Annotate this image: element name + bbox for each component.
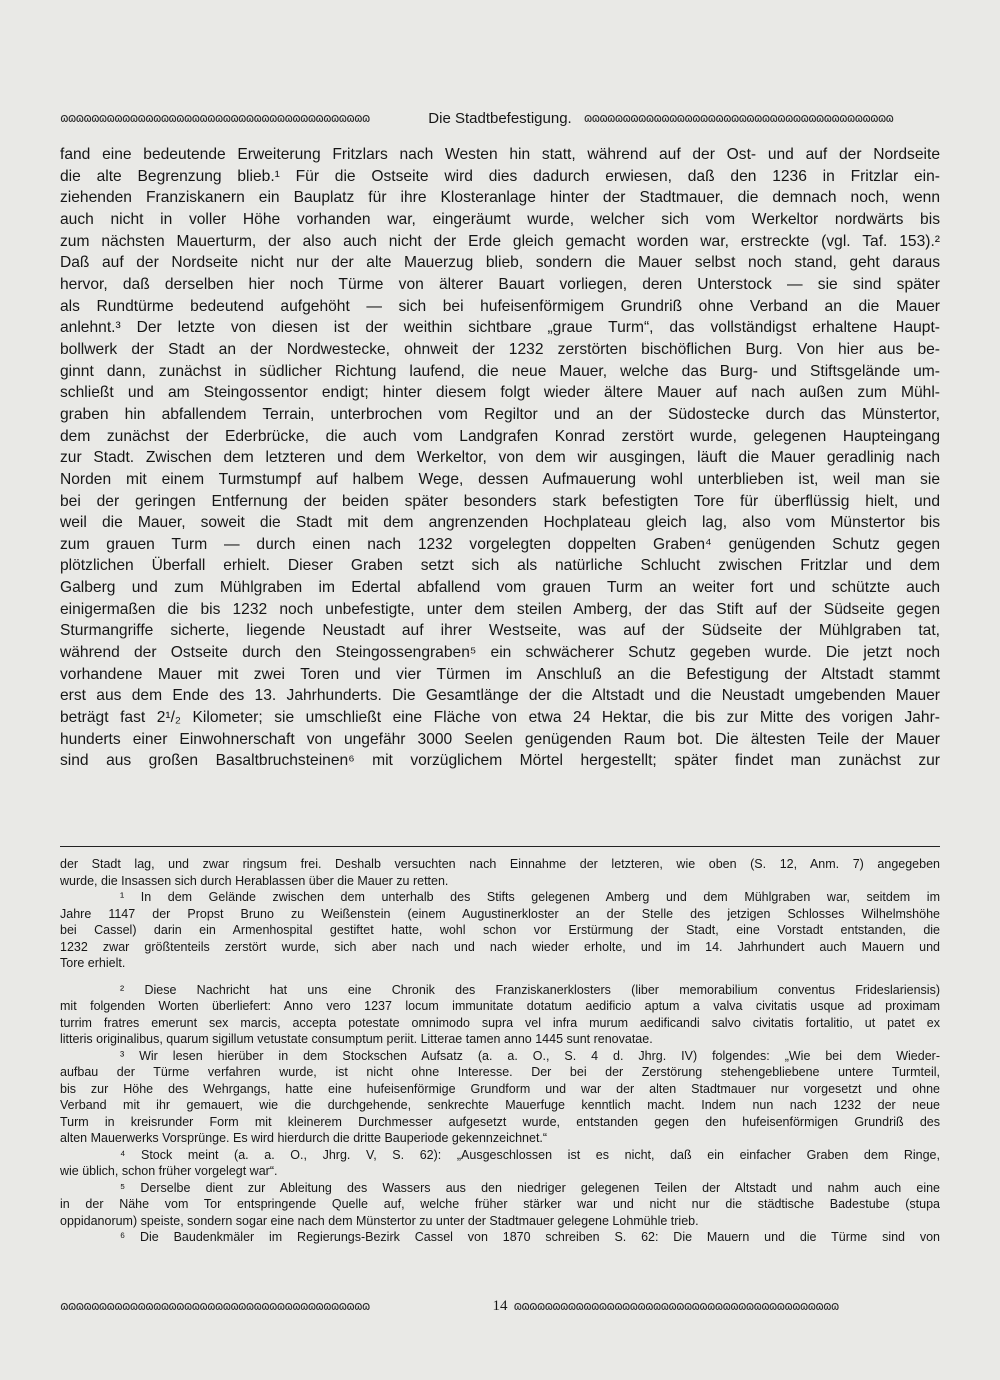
footnote-line: der Stadt lag, und zwar ringsum frei. Deshalb versuchten nach Einnahme der letzteren, wie oben (S. 12, Anm. 7) angegeben xyxy=(60,857,940,871)
main-text-line: schließt und am Steingossentor endigt; hinter diesem folgt wieder ältere Mauer auf nach außen zum Mühl- xyxy=(60,384,940,402)
footnote-line: Turm in kreisrunder Form mit kleinerem Durchmesser aufgesetzt wurde, entstanden gegen den hufeisenförmigen Grundriß des xyxy=(60,1114,940,1129)
footnote-line: ² Diese Nachricht hat uns eine Chronik des Franziskanerklosters (liber memorabilium conventus Frideslariensis) xyxy=(120,982,940,997)
footnote-line: aufbau der Türme verfahren wurde, ist nicht ohne Interesse. Der bei der Zerstörung stehengebliebene untere Turmteil, xyxy=(60,1065,940,1079)
footnote-4 xyxy=(60,1147,940,1180)
footnote-6 xyxy=(60,1229,940,1246)
main-text-line: als Rundtürme bedeutend aufgehöht — sich bei hufeisenförmigem Grundriß ohne Verband an die Mauer xyxy=(60,297,940,315)
main-text-line: auch nicht in voller Höhe vorhanden war, eingeräumt wurde, welcher sich vom Werkeltor nordwärts bis xyxy=(60,210,940,228)
main-text-line: hunderts einer Einwohnerschaft von ungefähr 3000 Seelen genügenden Raum bot. Die ältesten Teile der Mauer xyxy=(60,730,940,748)
footnote-line: turrim fratres emerunt sex marcis, accepta potestate omnimodo supra vel infra murum aedificandi salvo civitatis fortalitio, ut patet ex xyxy=(60,1015,940,1030)
footnote-line: Verband mit ihr gemauert, wie die durchgehende, senkrechte Mauerfuge kenntlich macht. Indem nun nach 1232 der neue xyxy=(60,1098,940,1112)
header-ornament-right: ɷɷɷɷɷɷɷɷɷɷɷɷɷɷɷɷɷɷɷɷɷɷɷɷɷɷɷɷɷɷɷɷɷɷɷɷɷɷɷɷ xyxy=(583,111,894,125)
footnote-line: 1232 zwar größtenteils zerstört wurde, sich aber nach und nach wieder erholte, und im 14. Jahrhundert auch Mauern und xyxy=(60,939,940,954)
main-text-line: Norden mit einem Turmstumpf auf halbem Wege, dessen Aufmauerung wohl unterblieben ist, weil man sie xyxy=(60,470,940,488)
main-text-line: ziehenden Franziskanern ein Bauplatz für ihre Klosteranlage hinter der Stadtmauer, die demnach noch, wenn xyxy=(60,189,940,207)
footnote-line: ¹ In dem Gelände zwischen dem unterhalb des Stifts gelegenen Amberg und dem Mühlgraben war, seitdem im xyxy=(120,890,940,904)
footnote-line: Jahre 1147 der Propst Bruno zu Weißenstein (einem Augustinerkloster an der Stelle des jetzigen Schlosses Wilhelmshöhe xyxy=(60,906,940,921)
main-text-line: bollwerk der Stadt an der Nordwestecke, ohnweit der 1232 zerstörten bischöflichen Burg. Von hier aus be- xyxy=(60,340,940,358)
main-text-line: Daß auf der Nordseite nicht nur der alte Mauerzug blieb, sondern die Mauer selbst noch stand, geht daraus xyxy=(60,254,940,272)
footer-ornament-left: ɷɷɷɷɷɷɷɷɷɷɷɷɷɷɷɷɷɷɷɷɷɷɷɷɷɷɷɷɷɷɷɷɷɷɷɷɷɷɷɷ xyxy=(60,1299,370,1313)
page-number: 14 xyxy=(492,1297,508,1314)
footnote-line: mit folgenden Worten überliefert: Anno vero 1237 locum immunitate dotatum aedificio aptum a valva civitatis usque ad proximam xyxy=(60,999,940,1013)
footer-ornament-right: ɷɷɷɷɷɷɷɷɷɷɷɷɷɷɷɷɷɷɷɷɷɷɷɷɷɷɷɷɷɷɷɷɷɷɷɷɷɷɷɷɷɷ xyxy=(513,1299,839,1313)
footnote-line: oppidanorum) speiste, sondern sogar eine nach dem Münstertor zu unter der Stadtmauer gelegene Lohmühle trieb. xyxy=(60,1213,699,1228)
footnote-line: alten Mauerwerks Vorsprünge. Es wird hierdurch die dritte Bauperiode gekennzeichnet.“ xyxy=(60,1131,548,1145)
main-text-line: Galberg und zum Mühlgraben im Edertal abfallend vom grauen Turm an weiter fort und schützte auch xyxy=(60,579,940,597)
main-body-text xyxy=(60,144,940,772)
main-text-line: anlehnt.³ Der letzte von diesen ist der weithin sichtbare „graue Turm“, das vollständigst erhaltene Haupt- xyxy=(60,319,940,337)
page-footer xyxy=(60,1296,940,1316)
footnote-line: litteris originalibus, quarum sigillum vetustate consumptum periit. Litterae tamen anno 1445 sunt renovatae. xyxy=(60,1032,653,1046)
main-text-line: dem zunächst der Ederbrücke, die auch vom Landgrafen Konrad zerstört wurde, gelegenen Haupteingang xyxy=(60,427,940,445)
main-text-line: zum grauen Turm — durch einen nach 1232 vorgelegten doppelten Graben⁴ genügenden Schutz gegen xyxy=(60,535,940,553)
footnote-line: bis zur Höhe des Wehrgangs, hatte eine hufeisenförmige Grundform und war der alten Stadtmauer nur vorgesetzt und ohne xyxy=(60,1081,940,1096)
main-text-line: vorhandene Mauer mit zwei Toren und vier Türmen im Anschluß an die Befestigung der Altstadt stammt xyxy=(60,665,940,683)
main-text-line: graben hin abfallendem Terrain, unterbrochen vom Regiltor und an der Südostecke durch das Münstertor, xyxy=(60,405,940,423)
footnote-line: Tore erhielt. xyxy=(60,956,126,970)
main-text-line: zum nächsten Mauerturm, der also auch nicht der Erde gleich gemacht worden war, erstreckte (vgl. Taf. 153).² xyxy=(60,232,940,250)
footnote-5 xyxy=(60,1180,940,1230)
main-text-line: erst aus dem Ende des 13. Jahrhunderts. Die Gesamtlänge der die Altstadt und die Neustadt umgebenden Mauer xyxy=(60,687,940,705)
main-text-line: fand eine bedeutende Erweiterung Fritzlars nach Westen hin statt, während auf der Ost- und auf der Nordseite xyxy=(60,146,940,163)
footnote-2 xyxy=(60,982,940,1048)
main-text-line: zur Stadt. Zwischen dem letzteren und dem Werkeltor, von dem wir ausgingen, läuft die Mauer geradlinig nach xyxy=(60,449,940,467)
footnote-line: ³ Wir lesen hierüber in dem Stockschen Aufsatz (a. a. O., S. 4 d. Jhrg. IV) folgendes: „Wie bei dem Wieder- xyxy=(120,1048,940,1063)
main-text-line: bei der geringen Entfernung der beiden später besonders stark befestigten Tore für überflüssig hielt, und xyxy=(60,492,940,510)
main-text-line: ginnt dann, zunächst in südlicher Richtung laufend, die neue Mauer, welche das Burg- und Stiftsgelände um- xyxy=(60,362,940,380)
footnote-line: in der Nähe vom Tor entspringende Quelle auf, welche früher stärker war und nicht nur die städtische Badestube (stupa xyxy=(60,1197,940,1211)
header-ornament-left: ɷɷɷɷɷɷɷɷɷɷɷɷɷɷɷɷɷɷɷɷɷɷɷɷɷɷɷɷɷɷɷɷɷɷɷɷɷɷɷɷ xyxy=(60,111,370,125)
main-text-line: hervor, daß derselben hier noch Türme von älterer Bauart vorliegen, deren Unterstock — sie sind später xyxy=(60,275,940,293)
main-text-line: während der Ostseite durch den Steingossengraben⁵ ein schwächerer Schutz gegeben wurde. Die jetzt noch xyxy=(60,644,940,662)
footnote-line: wurde, die Insassen sich durch Herablassen über die Mauer zu retten. xyxy=(60,873,449,888)
running-header xyxy=(60,106,940,130)
footnote-line: ⁵ Derselbe dient zur Ableitung des Wassers aus den niedriger gelegenen Teilen der Altstadt und nahm auch eine xyxy=(120,1180,940,1195)
footnote-separator-rule xyxy=(60,846,940,847)
main-text-line: plötzlichen Überfall erhielt. Dieser Graben setzt sich als natürliche Schlucht zwischen Fritzlar und dem xyxy=(60,557,940,575)
footnote-gap xyxy=(60,972,940,982)
footnote-line: bei Cassel) darin ein Armenhospital gestiftet hatte, wohl schon vor Erstürmung der Stadt, eine Vorstadt entstanden, die xyxy=(60,923,940,937)
main-text-line: beträgt fast 2¹/₂ Kilometer; sie umschließt eine Fläche von etwa 24 Hektar, die bis zur Mitte des vorigen Jahr- xyxy=(60,709,940,727)
footnote-line: ⁴ Stock meint (a. a. O., Jhrg. V, S. 62): „Ausgeschlossen ist es nicht, daß ein einfacher Graben dem Ringe, xyxy=(120,1147,940,1162)
footnote-3 xyxy=(60,1048,940,1147)
footnotes-block xyxy=(60,856,940,1246)
footnote-continuation xyxy=(60,856,940,889)
main-text-line: Sturmangriffe sicherte, liegende Neustadt auf ihrer Westseite, was auf der Südseite der Mühlgraben tat, xyxy=(60,622,940,640)
main-text-line: einigermaßen die bis 1232 noch unbefestigte, unter dem steilen Amberg, der das Stift auf der Südseite gegen xyxy=(60,600,940,618)
footnote-line: ⁶ Die Baudenkmäler im Regierungs-Bezirk Cassel von 1870 schreiben S. 62: Die Mauern und die Türme sind von xyxy=(120,1230,940,1244)
main-text-line: sind aus großen Basaltbruchsteinen⁶ mit vorzüglichem Mörtel hergestellt; später findet man zunächst zur xyxy=(60,752,940,770)
main-text-line: die alte Begrenzung blieb.¹ Für die Ostseite wird dies dadurch erwiesen, daß den 1236 in Fritzlar ein- xyxy=(60,167,940,185)
footnote-line: wie üblich, schon früher vorgelegt war“. xyxy=(60,1164,278,1178)
main-text-line: weil die Mauer, soweit die Stadt mit dem angrenzenden Hochplateau gleich lag, also vom Münstertor bis xyxy=(60,514,940,532)
footnote-1 xyxy=(60,889,940,972)
running-head-title: Die Stadtbefestigung. xyxy=(428,109,572,127)
